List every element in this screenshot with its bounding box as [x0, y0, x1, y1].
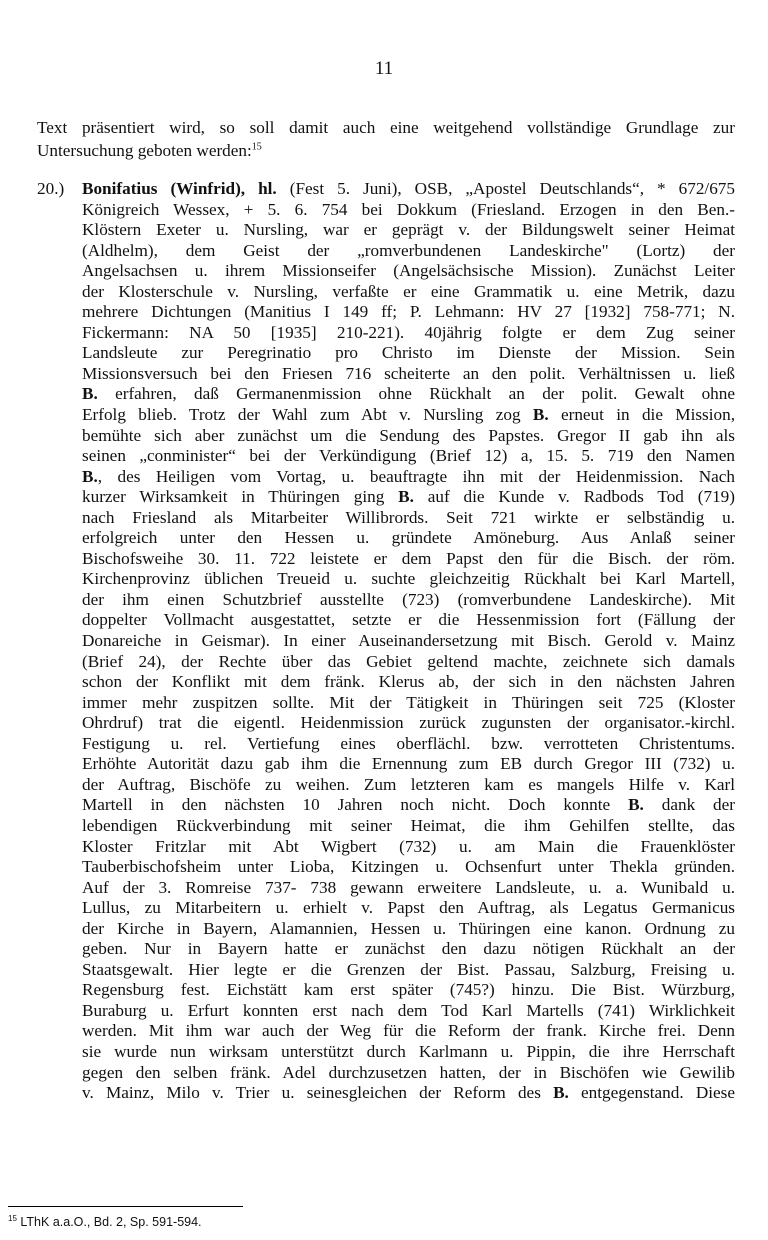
entry-line: erfolgreich unter den Hessen u. gründete Amöneburg. Aus Anlaß seiner: [82, 528, 735, 548]
entry-line: immer mehr zuspitzen sollte. Mit der Tätigkeit in Thüringen seit 725 (Kloster: [82, 692, 735, 712]
entry-body: [82, 179, 735, 1104]
entry-line: Angelsachsen u. ihrem Missionseifer (Angelsächsische Mission). Zunächst Leiter: [82, 261, 735, 281]
entry-number: 20.): [37, 179, 65, 198]
entry-line: doppelter Vollmacht ausgestattet, setzte er die Hessenmission fort (Fällung der: [82, 610, 735, 630]
entry-line: mehrere Dichtungen (Manitius I 149 ff; P. Lehmann: HV 27 [1932] 758-771; N.: [82, 302, 735, 322]
entry-line: geben. Nur in Bayern hatte er zunächst den dazu nötigen Rückhalt an der: [82, 939, 735, 959]
entry-line: v. Mainz, Milo v. Trier u. seinesgleichen der Reform des B. entgegenstand. Diese: [82, 1083, 735, 1103]
entry-line: Kirchenprovinz üblichen Treueid u. suchte gleichzeitig Rückhalt bei Karl Martell,: [82, 569, 735, 589]
entry-line: gegen den selben fränk. Adel durchzusetzen hatten, der in Bischöfen wie Gewilib: [82, 1062, 735, 1082]
entry-line: Lullus, zu Mitarbeitern u. erhielt v. Papst den Auftrag, als Legatus Germanicus: [82, 898, 735, 918]
entry-line: Buraburg u. Erfurt konnten erst nach dem Tod Karl Martells (741) Wirklichkeit: [82, 1000, 735, 1020]
entry-line: Fickermann: NA 50 [1935] 210-221). 40jährig folgte er dem Zug seiner: [82, 322, 735, 342]
intro-line: Text präsentiert wird, so soll damit auch eine weitgehend vollständige Grundlage zur: [37, 118, 735, 137]
entry-line: Erfolg blieb. Trotz der Wahl zum Abt v. Nursling zog B. erneut in die Mission,: [82, 405, 735, 425]
footnote: [8, 1215, 202, 1229]
entry-line: kurzer Wirksamkeit in Thüringen ging B. auf die Kunde v. Radbods Tod (719): [82, 487, 735, 507]
entry-line: lebendigen Rückverbindung mit seiner Heimat, die ihm Gehilfen stellte, das: [82, 815, 735, 835]
entry-line: der Kirche in Bayern, Alamannien, Hessen u. Thüringen eine kanon. Ordnung zu: [82, 918, 735, 938]
entry-line: (Brief 24), der Rechte über das Gebiet geltend machte, zeichnete sich damals: [82, 651, 735, 671]
entry-line: schon der Konflikt mit dem fränk. Klerus ab, der sich in den nächsten Jahren: [82, 672, 735, 692]
entry-heading-rest: (Fest 5. Juni), OSB, „Apostel Deutschlands“, * 672/675: [276, 179, 735, 198]
entry-line: werden. Mit ihm war auch der Weg für die Reform der frank. Kirche frei. Denn: [82, 1021, 735, 1041]
intro-paragraph: [37, 116, 735, 162]
entry-line: seinen „conminister“ bei der Verkündigung (Brief 12) a, 15. 5. 719 den Namen: [82, 446, 735, 466]
entry-heading-line: [82, 179, 735, 200]
entry-line: Königreich Wessex, + 5. 6. 754 bei Dokkum (Friesland. Erzogen in den Ben.-: [82, 199, 735, 219]
footnote-text: LThK a.a.O., Bd. 2, Sp. 591-594.: [20, 1215, 202, 1229]
entry-line: Auf der 3. Romreise 737- 738 gewann erweitere Landsleute, u. a. Wunibald u.: [82, 877, 735, 897]
bold-abbreviation: B.: [532, 405, 549, 425]
entry-line: Ohrdruf) trat die eigentl. Heidenmission zurück zugunsten der organisator.-kirchl.: [82, 713, 735, 733]
entry-line: (Aldhelm), dem Geist der „romverbundenen Landeskirche" (Lortz) der: [82, 240, 735, 260]
entry-line: Martell in den nächsten 10 Jahren noch nicht. Doch konnte B. dank der: [82, 795, 735, 815]
footnote-reference[interactable]: 15: [251, 141, 262, 153]
lexicon-entry: [37, 179, 735, 1104]
entry-line: Staatsgewalt. Hier legte er die Grenzen der Bist. Passau, Salzburg, Freising u.: [82, 959, 735, 979]
bold-abbreviation: B.: [82, 466, 98, 486]
entry-line: nach Friesland als Mitarbeiter Willibrords. Seit 721 wirkte er selbständig u.: [82, 507, 735, 527]
entry-line: der Klosterschule v. Nursling, verfaßte er eine Grammatik u. eine Metrik, dazu: [82, 281, 735, 301]
entry-line: Festigung u. rel. Vertiefung eines oberflächl. bzw. verrotteten Christentums.: [82, 733, 735, 753]
bold-abbreviation: B.: [82, 384, 98, 404]
entry-line: Missionsversuch bei den Friesen 716 scheiterte an den polit. Verhältnissen u. ließ: [82, 363, 735, 383]
entry-line: Regensburg fest. Eichstätt kam erst später (745?) hinzu. Die Bist. Würzburg,: [82, 980, 735, 1000]
intro-line-text: Untersuchung geboten werden:: [37, 141, 252, 160]
bold-abbreviation: B.: [628, 795, 644, 815]
entry-line: Tauberbischofsheim unter Lioba, Kitzingen u. Ochsenfurt unter Thekla gründen.: [82, 857, 735, 877]
entry-line: der ihm einen Schutzbrief ausstellte (723) (romverbundene Landeskirche). Mit: [82, 589, 735, 609]
bold-abbreviation: B.: [553, 1083, 569, 1103]
bold-abbreviation: B.: [398, 487, 414, 507]
entry-line: Erhöhte Autorität dazu gab ihm die Ernennung zum EB durch Gregor III (732) u.: [82, 754, 735, 774]
entry-headword: Bonifatius (Winfrid), hl.: [82, 179, 277, 198]
entry-line: der Auftrag, Bischöfe zu weihen. Zum letzteren kam es mangels Hilfe v. Karl: [82, 774, 735, 794]
entry-line: B. erfahren, daß Germanenmission ohne Rückhalt an der polit. Gewalt ohne: [82, 384, 735, 404]
entry-line: bemühte sich aber zunächst um die Sendung des Papstes. Gregor II gab ihn als: [82, 425, 735, 445]
footnote-divider: [8, 1206, 243, 1207]
intro-line: [37, 141, 262, 160]
entry-line: Kloster Fritzlar mit Abt Wigbert (732) u. am Main die Frauenklöster: [82, 836, 735, 856]
entry-line: Donareiche in Geismar). In einer Auseinandersetzung mit Bisch. Gerold v. Mainz: [82, 631, 735, 651]
page-number: 11: [374, 58, 394, 79]
entry-line: Bischofsweihe 30. 11. 722 leistete er dem Papst den für die Bisch. der röm.: [82, 548, 735, 568]
entry-line: sie wurde nun wirksam unterstützt durch Karlmann u. Pippin, die ihre Herrschaft: [82, 1041, 735, 1061]
entry-line: B., des Heiligen vom Vortag, u. beauftragte ihn mit der Heidenmission. Nach: [82, 466, 735, 486]
entry-line: Landsleute zur Peregrinatio pro Christo im Dienste der Mission. Sein: [82, 343, 735, 363]
entry-line: Klöstern Exeter u. Nursling, war er geprägt v. der Bildungswelt seiner Heimat: [82, 220, 735, 240]
footnote-number: 15: [8, 1213, 17, 1223]
